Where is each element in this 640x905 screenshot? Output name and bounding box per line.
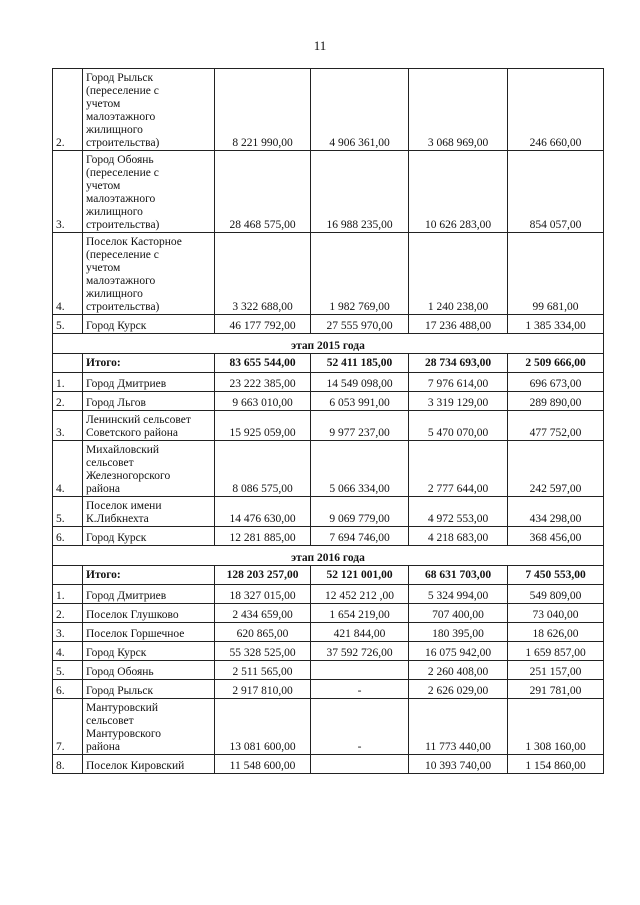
value-cell: 2 917 810,00 (215, 680, 311, 699)
municipality-name-line: (переселение с (86, 167, 159, 179)
municipality-name-line: сельсовет (86, 715, 134, 727)
value-cell: 242 597,00 (508, 441, 604, 497)
municipality-name-line: Город Рыльск (86, 72, 154, 84)
municipality-name-line: Поселок Глушково (86, 609, 179, 621)
value-cell: 1 982 769,00 (311, 233, 409, 315)
municipality-name-line: Город Льгов (86, 397, 146, 409)
municipality-name (83, 233, 215, 315)
value-cell: 10 393 740,00 (409, 755, 508, 774)
value-cell: 434 298,00 (508, 497, 604, 527)
municipality-name-line: Мантуровский (86, 702, 158, 714)
value-cell: 46 177 792,00 (215, 315, 311, 334)
value-cell: 2 777 644,00 (409, 441, 508, 497)
value-cell: 5 066 334,00 (311, 441, 409, 497)
row-number: 3. (53, 151, 83, 233)
municipality-name-line: Город Курск (86, 320, 147, 332)
value-cell: 9 663 010,00 (215, 392, 311, 411)
municipality-name (83, 680, 215, 699)
value-cell: 3 319 129,00 (409, 392, 508, 411)
municipality-name-line: строительства) (86, 219, 160, 231)
table-row (53, 441, 604, 497)
municipality-name (83, 497, 215, 527)
municipality-name-line: Михайловский (86, 444, 160, 456)
municipality-name-line: малоэтажного (86, 111, 156, 123)
value-cell: 23 222 385,00 (215, 373, 311, 392)
value-cell: 11 548 600,00 (215, 755, 311, 774)
row-number: 6. (53, 527, 83, 546)
municipality-name (83, 642, 215, 661)
row-number: 3. (53, 411, 83, 441)
municipality-name-line: Поселок Кировский (86, 760, 185, 772)
table-row (53, 661, 604, 680)
row-number: 2. (53, 392, 83, 411)
value-cell: 620 865,00 (215, 623, 311, 642)
row-number: 8. (53, 755, 83, 774)
value-cell: 368 456,00 (508, 527, 604, 546)
value-cell: 18 626,00 (508, 623, 604, 642)
value-cell: 1 659 857,00 (508, 642, 604, 661)
municipality-name-line: строительства) (86, 137, 160, 149)
value-cell: 4 218 683,00 (409, 527, 508, 546)
municipality-name-line: учетом (86, 262, 121, 274)
row-number: 1. (53, 585, 83, 604)
total-row (53, 354, 604, 373)
value-cell: 1 385 334,00 (508, 315, 604, 334)
municipality-name-line: Советского района (86, 427, 178, 439)
municipality-name (83, 411, 215, 441)
value-cell: 12 281 885,00 (215, 527, 311, 546)
municipality-name-line: Город Курск (86, 532, 147, 544)
value-cell: 8 221 990,00 (215, 69, 311, 151)
table-row (53, 497, 604, 527)
municipality-name (83, 585, 215, 604)
municipality-name (83, 373, 215, 392)
value-cell: 291 781,00 (508, 680, 604, 699)
value-cell: 15 925 059,00 (215, 411, 311, 441)
municipality-name-line: района (86, 483, 121, 495)
municipality-name (83, 623, 215, 642)
value-cell: 3 068 969,00 (409, 69, 508, 151)
row-number: 4. (53, 441, 83, 497)
value-cell: 1 308 160,00 (508, 699, 604, 755)
row-number: 7. (53, 699, 83, 755)
total-value-cell: 52 411 185,00 (311, 354, 409, 373)
municipality-name (83, 69, 215, 151)
value-cell: 14 476 630,00 (215, 497, 311, 527)
value-cell: 12 452 212 ,00 (311, 585, 409, 604)
municipality-name-line: района (86, 741, 121, 753)
municipality-name-line: Город Дмитриев (86, 378, 167, 390)
municipality-name-line: жилищного (86, 124, 143, 136)
total-value-cell: 68 631 703,00 (409, 566, 508, 585)
value-cell: 696 673,00 (508, 373, 604, 392)
municipality-name (83, 151, 215, 233)
municipality-name-line: Поселок Горшечное (86, 628, 185, 640)
value-cell: 55 328 525,00 (215, 642, 311, 661)
municipality-name (83, 315, 215, 334)
row-number: 5. (53, 661, 83, 680)
value-cell: 7 976 614,00 (409, 373, 508, 392)
value-cell: 16 988 235,00 (311, 151, 409, 233)
value-cell: 1 240 238,00 (409, 233, 508, 315)
total-value-cell: 28 734 693,00 (409, 354, 508, 373)
value-cell: 1 654 219,00 (311, 604, 409, 623)
row-number: 3. (53, 623, 83, 642)
value-cell: 4 906 361,00 (311, 69, 409, 151)
stage-title: этап 2016 года (53, 546, 604, 566)
municipality-name-line: Город Курск (86, 647, 147, 659)
municipality-name-line: учетом (86, 180, 121, 192)
total-value-cell: 52 121 001,00 (311, 566, 409, 585)
table-row (53, 233, 604, 315)
municipality-name-line: К.Либкнехта (86, 513, 149, 525)
municipality-name-line: Город Рыльск (86, 685, 154, 697)
value-cell: 9 977 237,00 (311, 411, 409, 441)
value-cell: 28 468 575,00 (215, 151, 311, 233)
value-cell: 246 660,00 (508, 69, 604, 151)
table-row (53, 604, 604, 623)
municipality-name-line: Поселок имени (86, 500, 162, 512)
value-cell: 707 400,00 (409, 604, 508, 623)
municipality-name-line: жилищного (86, 206, 143, 218)
value-cell: 27 555 970,00 (311, 315, 409, 334)
value-cell: 180 395,00 (409, 623, 508, 642)
municipality-name-line: Ленинский сельсовет (86, 414, 191, 426)
value-cell: 2 511 565,00 (215, 661, 311, 680)
value-cell: 3 322 688,00 (215, 233, 311, 315)
value-cell: 10 626 283,00 (409, 151, 508, 233)
total-value-cell: 83 655 544,00 (215, 354, 311, 373)
municipality-name (83, 755, 215, 774)
total-value-cell: 7 450 553,00 (508, 566, 604, 585)
municipality-name-line: (переселение с (86, 85, 159, 97)
total-row (53, 566, 604, 585)
municipality-name (83, 661, 215, 680)
row-number: 4. (53, 233, 83, 315)
value-cell: 8 086 575,00 (215, 441, 311, 497)
value-cell: 1 154 860,00 (508, 755, 604, 774)
value-cell: - (311, 699, 409, 755)
table-row (53, 623, 604, 642)
value-cell: 854 057,00 (508, 151, 604, 233)
municipality-name (83, 699, 215, 755)
value-cell: 17 236 488,00 (409, 315, 508, 334)
municipality-name (83, 527, 215, 546)
table-row (53, 699, 604, 755)
value-cell: 37 592 726,00 (311, 642, 409, 661)
value-cell: 11 773 440,00 (409, 699, 508, 755)
value-cell: 7 694 746,00 (311, 527, 409, 546)
value-cell (311, 755, 409, 774)
row-number: 4. (53, 642, 83, 661)
stage-row (53, 334, 604, 354)
row-number: 1. (53, 373, 83, 392)
municipality-name-line: учетом (86, 98, 121, 110)
value-cell: 14 549 098,00 (311, 373, 409, 392)
value-cell: 73 040,00 (508, 604, 604, 623)
value-cell: 289 890,00 (508, 392, 604, 411)
value-cell: - (311, 680, 409, 699)
row-number: 6. (53, 680, 83, 699)
value-cell: 2 434 659,00 (215, 604, 311, 623)
funding-table (52, 68, 604, 774)
municipality-name-line: (переселение с (86, 249, 159, 261)
value-cell: 2 626 029,00 (409, 680, 508, 699)
municipality-name-line: Поселок Касторное (86, 236, 182, 248)
value-cell: 549 809,00 (508, 585, 604, 604)
total-label: Итого: (83, 354, 215, 373)
value-cell: 6 053 991,00 (311, 392, 409, 411)
total-value-cell: 128 203 257,00 (215, 566, 311, 585)
table-row (53, 755, 604, 774)
value-cell: 251 157,00 (508, 661, 604, 680)
total-value-cell: 2 509 666,00 (508, 354, 604, 373)
municipality-name-line: Железногорского (86, 470, 171, 482)
row-number: 5. (53, 315, 83, 334)
value-cell: 13 081 600,00 (215, 699, 311, 755)
value-cell: 5 324 994,00 (409, 585, 508, 604)
municipality-name-line: Мантуровского (86, 728, 162, 740)
value-cell: 5 470 070,00 (409, 411, 508, 441)
municipality-name-line: Город Обоянь (86, 666, 154, 678)
total-label: Итого: (83, 566, 215, 585)
row-number-cell (53, 354, 83, 373)
table-row (53, 373, 604, 392)
row-number: 2. (53, 69, 83, 151)
table-row (53, 392, 604, 411)
municipality-name-line: строительства) (86, 301, 160, 313)
table-row (53, 680, 604, 699)
value-cell: 477 752,00 (508, 411, 604, 441)
table-row (53, 315, 604, 334)
table-row (53, 585, 604, 604)
table-row (53, 151, 604, 233)
municipality-name-line: сельсовет (86, 457, 134, 469)
municipality-name-line: малоэтажного (86, 275, 156, 287)
row-number: 5. (53, 497, 83, 527)
municipality-name-line: Город Обоянь (86, 154, 154, 166)
value-cell: 99 681,00 (508, 233, 604, 315)
value-cell: 16 075 942,00 (409, 642, 508, 661)
value-cell: 421 844,00 (311, 623, 409, 642)
table-row (53, 527, 604, 546)
stage-row (53, 546, 604, 566)
value-cell: 4 972 553,00 (409, 497, 508, 527)
row-number: 2. (53, 604, 83, 623)
page-number: 11 (313, 38, 327, 53)
municipality-name-line: малоэтажного (86, 193, 156, 205)
table-row (53, 69, 604, 151)
municipality-name-line: Город Дмитриев (86, 590, 167, 602)
table-row (53, 411, 604, 441)
value-cell: 18 327 015,00 (215, 585, 311, 604)
municipality-name-line: жилищного (86, 288, 143, 300)
municipality-name (83, 441, 215, 497)
municipality-name (83, 392, 215, 411)
row-number-cell (53, 566, 83, 585)
value-cell: 2 260 408,00 (409, 661, 508, 680)
municipality-name (83, 604, 215, 623)
value-cell (311, 661, 409, 680)
stage-title: этап 2015 года (53, 334, 604, 354)
value-cell: 9 069 779,00 (311, 497, 409, 527)
table-row (53, 642, 604, 661)
